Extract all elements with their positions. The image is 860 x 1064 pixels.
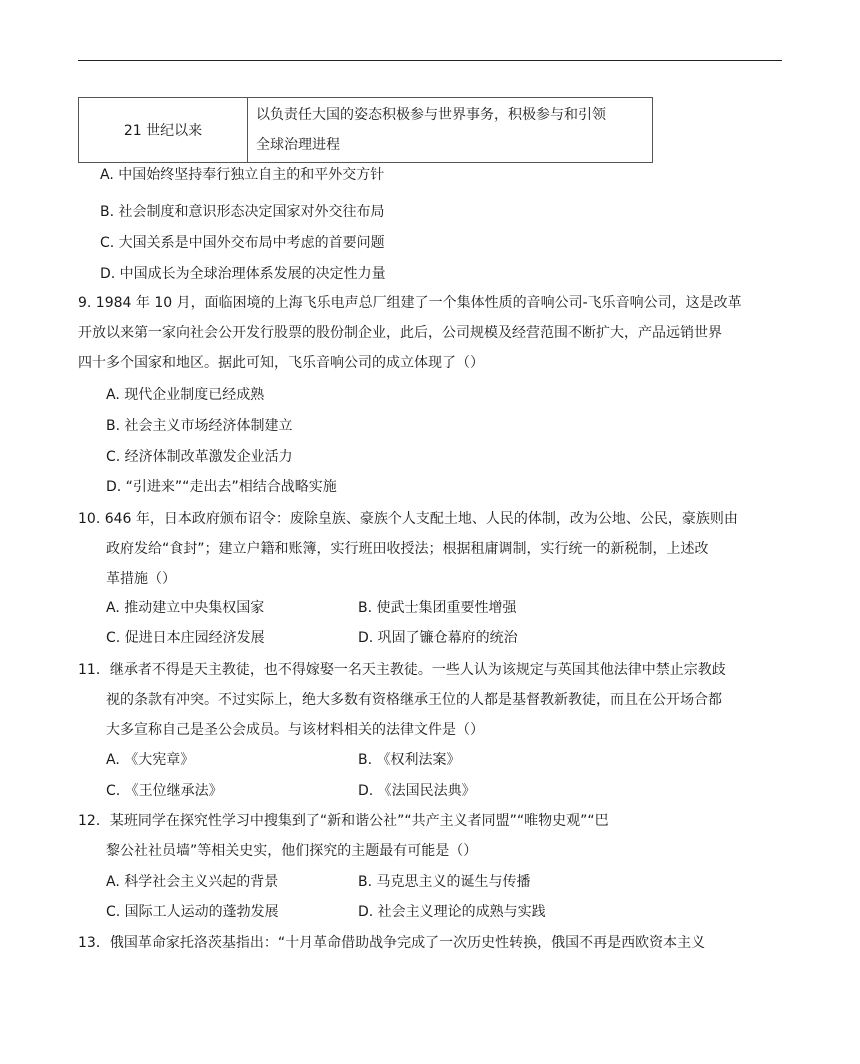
q9-stem-line2: 开放以来第一家向社会公开发行股票的股份制企业，此后，公司规模及经营范围不断扩大，产品远销世界 [78,325,722,341]
q12-stem-line1: 12．某班同学在探究性学习中搜集到了“新和谐公社”“共产主义者同盟”“唯物史观”“巴 [78,813,609,829]
q10-option-b: B. 使武士集团重要性增强 [358,600,517,616]
q9-option-b: B. 社会主义市场经济体制建立 [106,418,293,434]
q11-option-a: A. 《大宪章》 [106,752,195,768]
era-table [78,97,653,163]
q11-stem-line1: 11．继承者不得是天主教徒，也不得嫁娶一名天主教徒。一些人认为该规定与英国其他法律中禁止宗教歧 [78,662,726,678]
era-description-line2: 全球治理进程 [256,137,340,153]
q12-option-a: A. 科学社会主义兴起的背景 [106,874,279,890]
q11-option-d: D. 《法国民法典》 [358,783,476,799]
q11-stem-line2: 视的条款有冲突。不过实际上，绝大多数有资格继承王位的人都是基督教新教徒，而且在公开场合都 [106,692,722,708]
header-rule [78,60,782,61]
table-row [79,98,653,163]
q8-option-a: A. 中国始终坚持奉行独立自主的和平外交方针 [100,167,385,183]
q12-option-b: B. 马克思主义的诞生与传播 [358,874,531,890]
q8-option-b: B. 社会制度和意识形态决定国家对外交往布局 [100,204,385,220]
q10-stem-line1: 10. 646 年，日本政府颁布诏令：废除皇族、豪族个人支配土地、人民的体制，改为公地、公民，豪族则由 [78,511,738,527]
q9-stem-line3: 四十多个国家和地区。据此可知，飞乐音响公司的成立体现了（） [78,355,484,371]
q13-stem-line1: 13．俄国革命家托洛茨基指出：“十月革命借助战争完成了一次历史性转换，俄国不再是西欧资本主义 [78,935,706,951]
q10-option-c: C. 促进日本庄园经济发展 [106,630,265,646]
q12-option-c: C. 国际工人运动的蓬勃发展 [106,904,279,920]
q12-option-d: D. 社会主义理论的成熟与实践 [358,904,546,920]
q10-option-a: A. 推动建立中央集权国家 [106,600,265,616]
q10-stem-line2: 政府发给“食封”；建立户籍和账簿，实行班田收授法；根据租庸调制，实行统一的新税制，上述改 [106,541,709,557]
q8-option-d: D. 中国成长为全球治理体系发展的决定性力量 [100,266,386,282]
q9-option-d: D. “引进来”“走出去”相结合战略实施 [106,479,337,495]
q11-option-b: B. 《权利法案》 [358,752,461,768]
q8-option-c: C. 大国关系是中国外交布局中考虑的首要问题 [100,235,385,251]
q10-stem-line3: 革措施（） [106,571,176,587]
q11-option-c: C. 《王位继承法》 [106,783,223,799]
q9-option-a: A. 现代企业制度已经成熟 [106,387,265,403]
q10-option-d: D. 巩固了镰仓幕府的统治 [358,630,518,646]
era-label: 21 世纪以来 [79,98,248,163]
era-description-line1: 以负责任大国的姿态积极参与世界事务，积极参与和引领 [256,107,606,123]
q11-stem-line3: 大多宣称自己是圣公会成员。与该材料相关的法律文件是（） [106,722,484,738]
era-description [248,98,653,163]
q12-stem-line2: 黎公社社员墙”等相关史实，他们探究的主题最有可能是（） [106,843,478,859]
q9-option-c: C. 经济体制改革激发企业活力 [106,449,293,465]
q9-stem-line1: 9. 1984 年 10 月，面临困境的上海飞乐电声总厂组建了一个集体性质的音响公司-飞乐音响公司，这是改革 [78,295,742,311]
